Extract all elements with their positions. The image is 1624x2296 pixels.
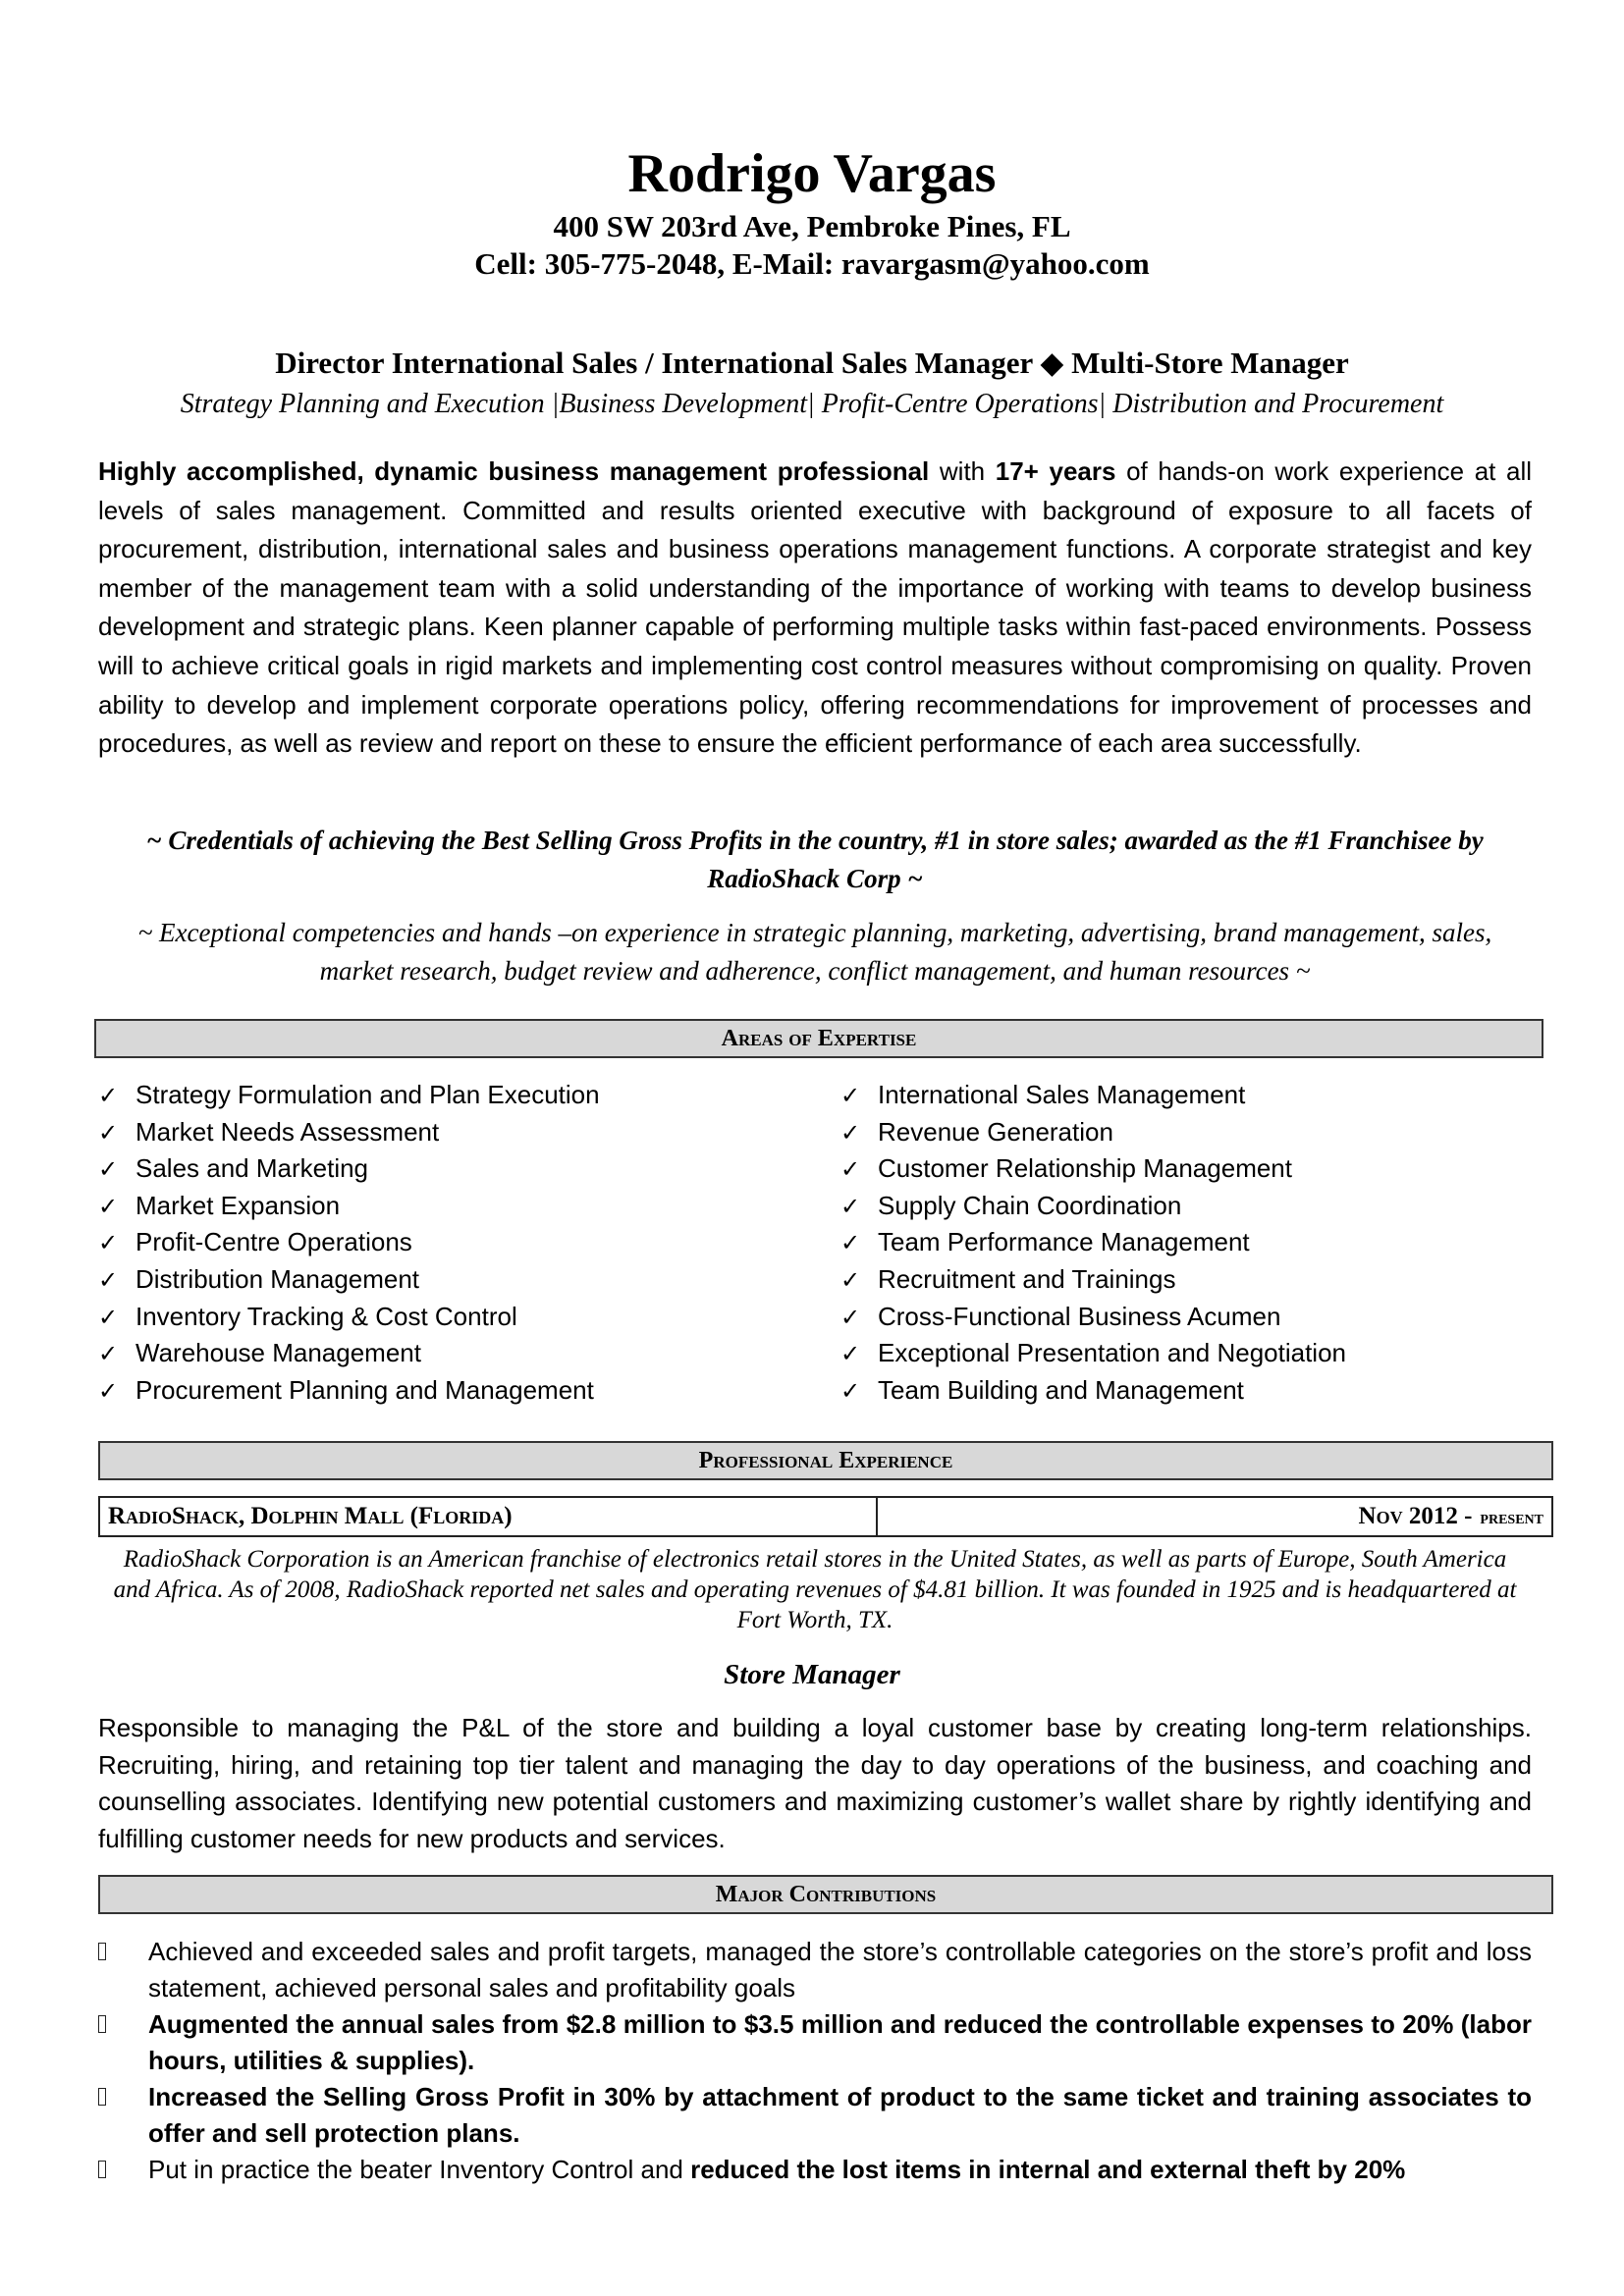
expertise-item (98, 1335, 600, 1372)
summary-text: with (929, 456, 996, 486)
expertise-label: Recruitment and Trainings (878, 1263, 1176, 1294)
checkmark-icon: ✓ (840, 1193, 861, 1220)
employer-name: RadioShack, Dolphin Mall (Florida) (100, 1498, 878, 1535)
contribution-highlight: reduced the lost items in internal and external theft by 20% (690, 2155, 1406, 2184)
contact-info: Cell: 305-775-2048, E-Mail: ravargasm@yahoo.com (474, 246, 1150, 281)
credentials-statement: ~ Credentials of achieving the Best Selling Gross Profits in the country, #1 in store sales; awarded as the #1 Franchisee by RadioShack Corp ~ (146, 826, 1484, 893)
section-heading-major-contributions: Major Contributions (98, 1875, 1553, 1914)
expertise-item (98, 1299, 600, 1336)
expertise-item (840, 1335, 1346, 1372)
employment-end: present (1480, 1507, 1543, 1528)
expertise-label: Supply Chain Coordination (878, 1190, 1182, 1220)
checkmark-icon: ✓ (98, 1193, 119, 1220)
competencies-statement: ~ Exceptional competencies and hands –on experience in strategic planning, marketing, advertising, brand management, sales, market research, budget review and adherence, conflict management, and human resources ~ (137, 918, 1492, 986)
checkmark-icon: ✓ (98, 1266, 119, 1294)
checkmark-icon: ✓ (98, 1083, 119, 1109)
bullet-icon (98, 1943, 106, 1960)
contribution-highlight: Increased the Selling Gross Profit in 30% by attachment of product to the same ticket and training associates to offer and sell protection plans. (148, 2082, 1532, 2148)
section-heading-areas-of-expertise: Areas of Expertise (94, 1019, 1543, 1058)
checkmark-icon: ✓ (840, 1083, 861, 1109)
checkmark-icon: ✓ (840, 1119, 861, 1147)
checkmark-icon: ✓ (98, 1377, 119, 1405)
checkmark-icon: ✓ (840, 1377, 861, 1405)
checkmark-icon: ✓ (840, 1341, 861, 1368)
summary-bold-lead: Highly accomplished, dynamic business management professional (98, 456, 930, 486)
bullet-icon (98, 2015, 106, 2033)
expertise-item (98, 1224, 600, 1261)
checkmark-icon: ✓ (98, 1304, 119, 1331)
expertise-item (840, 1372, 1346, 1410)
bullet-icon (98, 2161, 106, 2178)
employer-row (98, 1496, 1553, 1537)
expertise-label: Exceptional Presentation and Negotiation (878, 1338, 1346, 1368)
expertise-label: Market Needs Assessment (135, 1116, 440, 1147)
expertise-label: Revenue Generation (878, 1116, 1113, 1147)
expertise-label: Sales and Marketing (135, 1153, 369, 1184)
contribution-item (98, 1934, 1532, 2006)
checkmark-icon: ✓ (840, 1230, 861, 1257)
expertise-label: Warehouse Management (135, 1338, 421, 1368)
headline-tagline: Strategy Planning and Execution |Business Development| Profit-Centre Operations| Distribution and Procurement (180, 389, 1444, 419)
expertise-label: International Sales Management (878, 1080, 1246, 1109)
expertise-label: Inventory Tracking & Cost Control (135, 1301, 517, 1331)
checkmark-icon: ✓ (840, 1156, 861, 1184)
expertise-list-right (840, 1077, 1346, 1409)
summary-text: of hands-on work experience at all levels of sales management. Committed and results oriented executive with background of exposure to all facets of procurement, distribution, international sales and business operations management functions. A corporate strategist and key member of the management team with a solid understanding of the importance of working with teams to develop business development and strategic plans. Keen planner capable of performing multiple tasks within fast-paced environments. Possess will to achieve critical goals in rigid markets and implementing cost control measures without compromising on quality. Proven ability to develop and implement corporate operations policy, offering recommendations for improvement of processes and procedures, as well as review and report on these to ensure the efficient performance of each area successfully. (98, 456, 1533, 759)
expertise-item (840, 1077, 1346, 1114)
summary-years: 17+ years (995, 456, 1116, 486)
expertise-label: Distribution Management (135, 1263, 420, 1294)
bullet-icon (98, 2088, 106, 2106)
contribution-item (98, 2079, 1532, 2152)
checkmark-icon: ✓ (840, 1266, 861, 1294)
expertise-item (98, 1188, 600, 1225)
employment-start: Nov 2012 - (1358, 1503, 1473, 1529)
checkmark-icon: ✓ (98, 1230, 119, 1257)
expertise-label: Team Performance Management (878, 1227, 1250, 1257)
expertise-item (840, 1224, 1346, 1261)
expertise-item (840, 1114, 1346, 1151)
contribution-item (98, 2006, 1532, 2079)
expertise-item (840, 1261, 1346, 1299)
section-heading-professional-experience: Professional Experience (98, 1441, 1553, 1480)
expertise-item (98, 1150, 600, 1188)
contribution-text: Put in practice the beater Inventory Control and (148, 2155, 691, 2184)
expertise-label: Team Building and Management (878, 1374, 1244, 1405)
contribution-highlight: Augmented the annual sales from $2.8 million to $3.5 million and reduced the controllable expenses to 20% (labor hours, utilities & supplies). (148, 2009, 1532, 2075)
expertise-item (840, 1150, 1346, 1188)
expertise-item (98, 1372, 600, 1410)
candidate-name: Rodrigo Vargas (627, 143, 997, 204)
expertise-label: Profit-Centre Operations (135, 1227, 412, 1257)
expertise-label: Strategy Formulation and Plan Execution (135, 1080, 600, 1109)
checkmark-icon: ✓ (98, 1119, 119, 1147)
address: 400 SW 203rd Ave, Pembroke Pines, FL (553, 209, 1071, 243)
checkmark-icon: ✓ (840, 1304, 861, 1331)
contribution-text: Achieved and exceeded sales and profit targets, managed the store’s controllable categories on the store’s profit and loss statement, achieved personal sales and profitability goals (148, 1937, 1532, 2002)
contribution-item (98, 2152, 1532, 2188)
expertise-label: Procurement Planning and Management (135, 1374, 594, 1405)
contributions-list (98, 1934, 1532, 2188)
expertise-list-left (98, 1077, 600, 1409)
employment-dates (878, 1498, 1551, 1535)
headline-title: Director International Sales / International Sales Manager ◆ Multi-Store Manager (275, 346, 1349, 380)
expertise-item (840, 1188, 1346, 1225)
expertise-item (98, 1114, 600, 1151)
expertise-item (840, 1299, 1346, 1336)
checkmark-icon: ✓ (98, 1341, 119, 1368)
expertise-label: Market Expansion (135, 1190, 341, 1220)
expertise-item (98, 1077, 600, 1114)
expertise-item (98, 1261, 600, 1299)
checkmark-icon: ✓ (98, 1156, 119, 1184)
company-description: RadioShack Corporation is an American franchise of electronics retail stores in the United States, as well as parts of Europe, South America and Africa. As of 2008, RadioShack reported net sales and operating revenues of $4.81 billion. It was founded in 1925 and is headquartered at Fort Worth, TX. (113, 1546, 1517, 1633)
professional-summary (98, 453, 1532, 764)
expertise-label: Cross-Functional Business Acumen (878, 1301, 1281, 1331)
job-responsibilities: Responsible to managing the P&L of the store and building a loyal customer base by creating long-term relationships. Recruiting, hiring, and retaining top tier talent and managing the day to day operations of the business, and coaching and counselling associates. Identifying new potential customers and maximizing customer’s wallet share by rightly identifying and fulfilling customer needs for new products and services. (98, 1713, 1532, 1853)
job-title: Store Manager (724, 1659, 900, 1690)
expertise-label: Customer Relationship Management (878, 1153, 1292, 1184)
